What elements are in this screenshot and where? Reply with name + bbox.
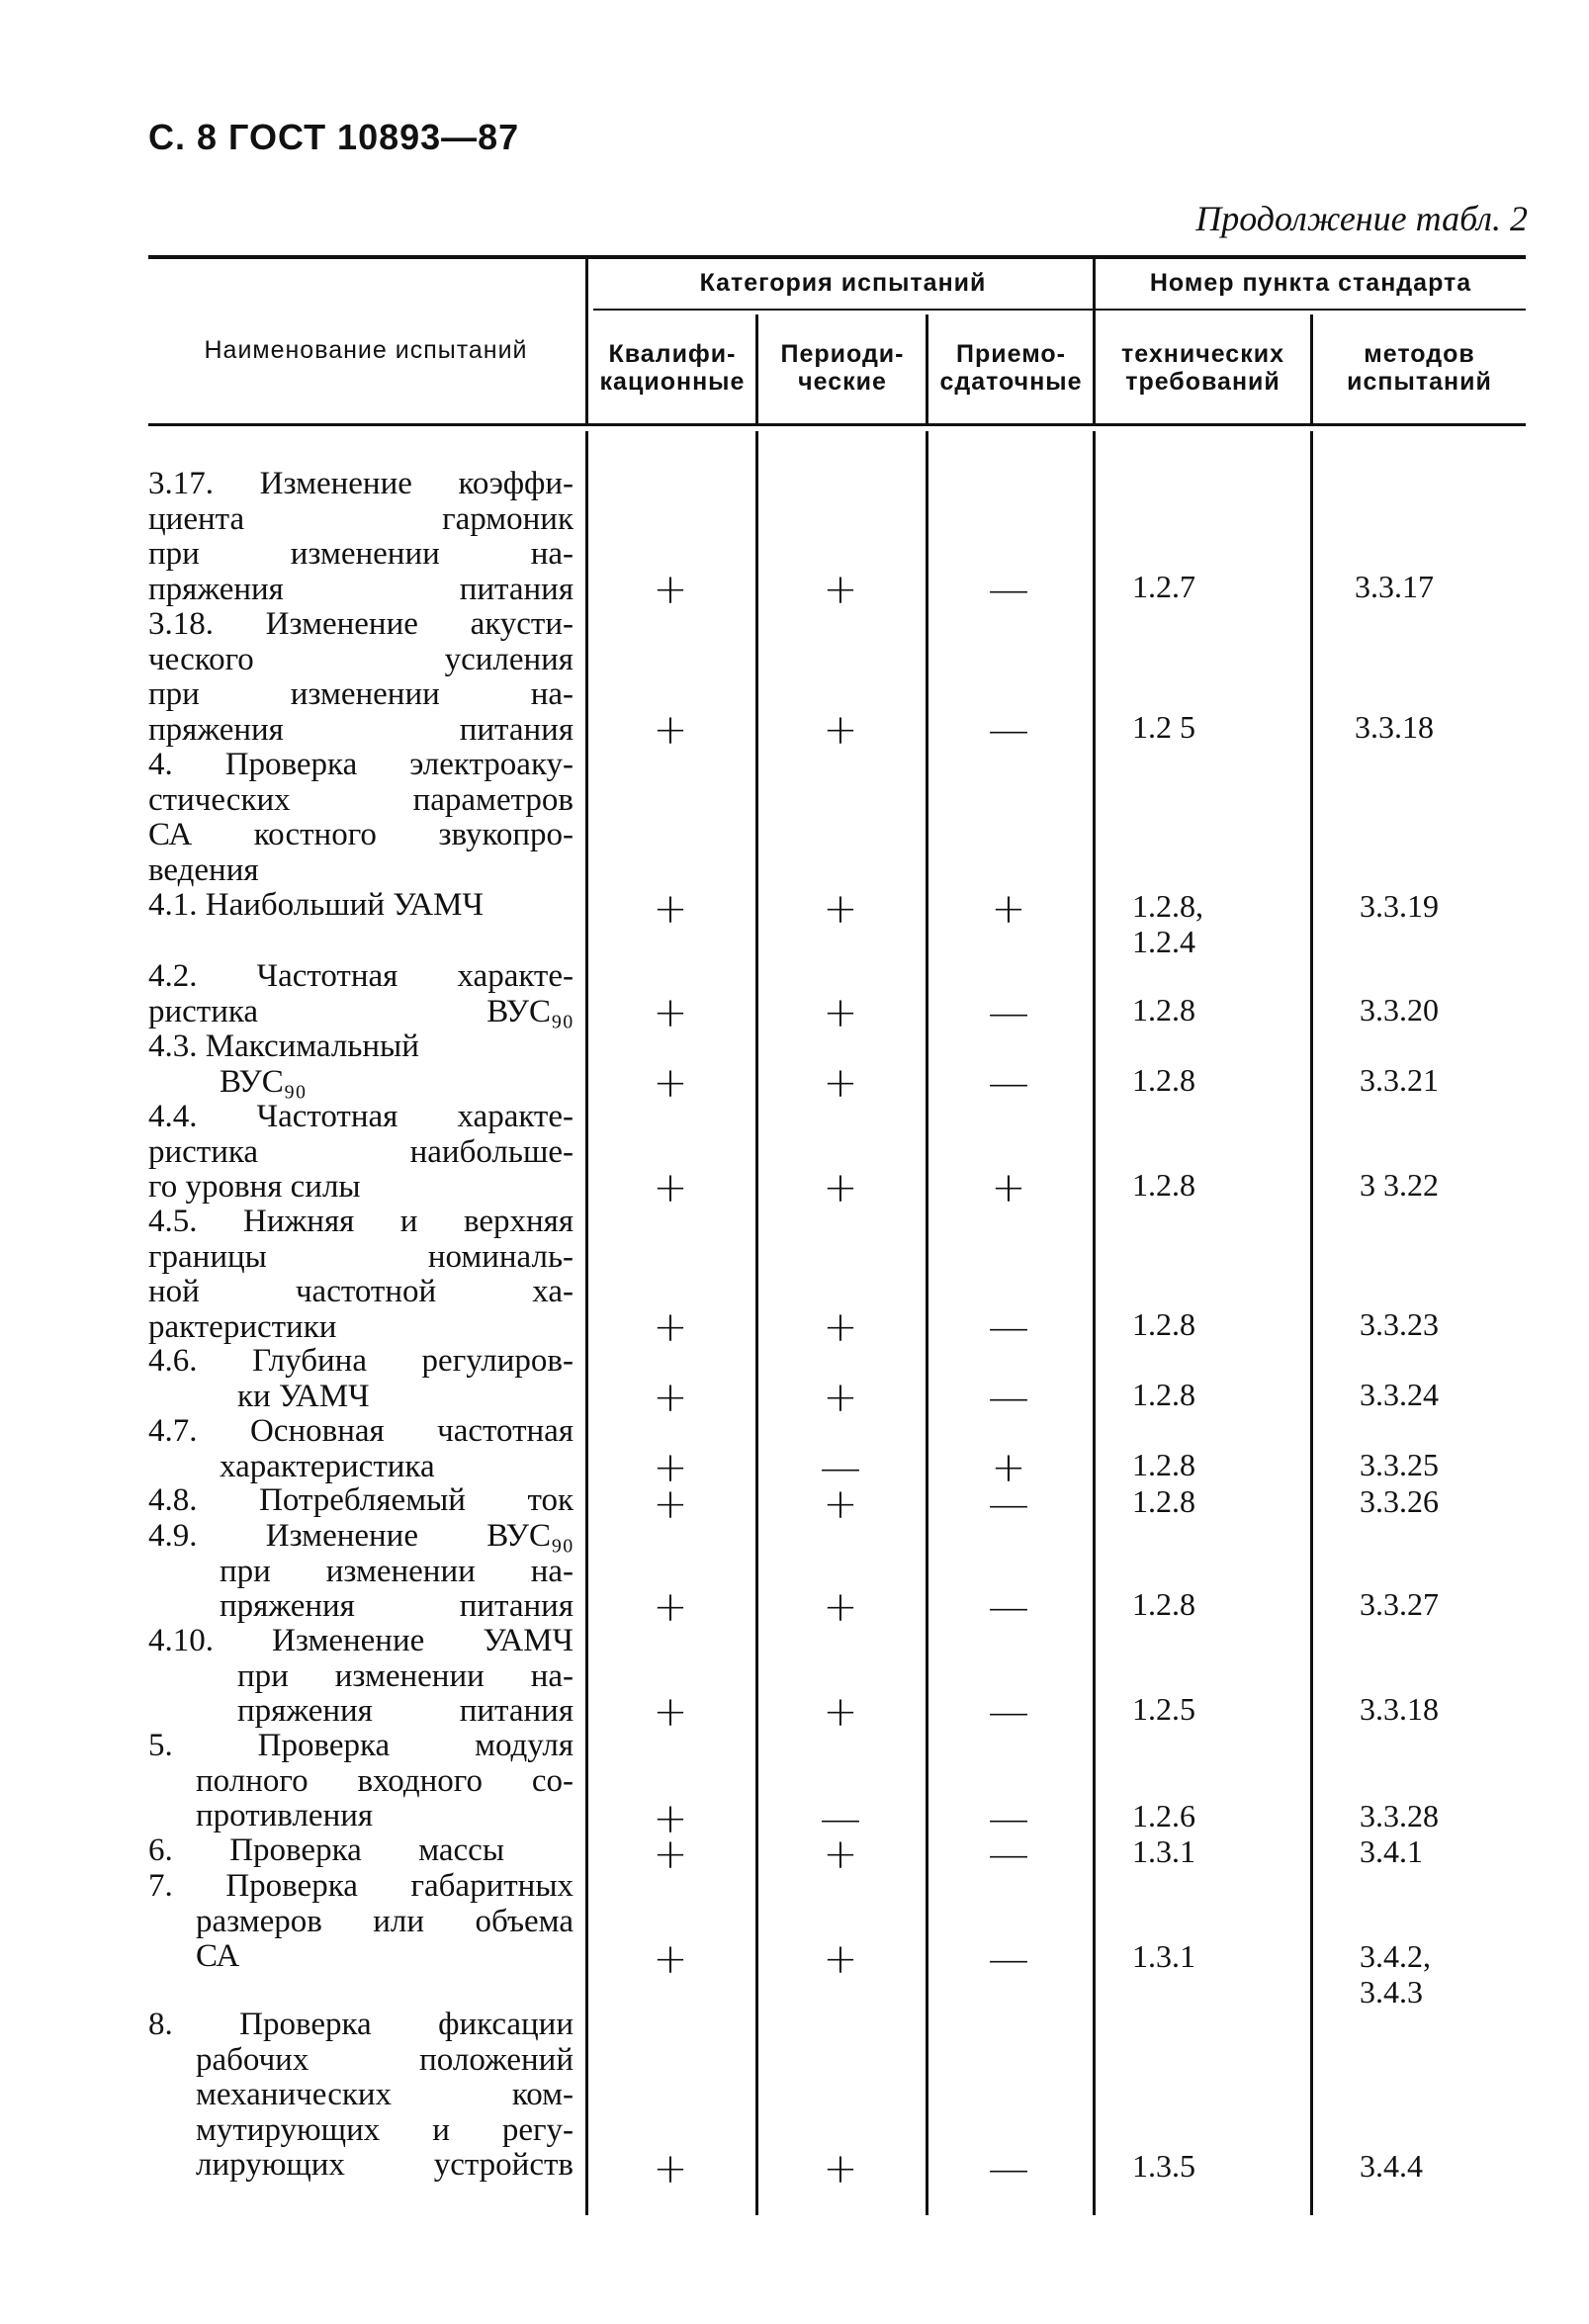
column-divider bbox=[585, 259, 588, 423]
test-name-cell: 3.18. Изменение акусти- ческого усиления при изменении на- пряжения питания bbox=[148, 606, 574, 748]
periodic-mark: + bbox=[823, 1373, 858, 1421]
group-header-category: Категория испытаний bbox=[699, 269, 987, 297]
test-name-cell: 4.3. Максимальный ВУС₉₀ bbox=[148, 1028, 419, 1100]
periodic-mark: — bbox=[820, 1443, 861, 1491]
tech-requirement-clause: 1.3.5 bbox=[1132, 2148, 1195, 2184]
column-divider bbox=[755, 314, 758, 423]
header-group-rule-clause bbox=[1096, 309, 1526, 311]
periodic-mark: + bbox=[823, 1058, 858, 1107]
acceptance-mark: + bbox=[991, 884, 1026, 933]
periodic-mark: + bbox=[823, 1302, 858, 1351]
periodic-mark: + bbox=[823, 884, 858, 933]
test-method-clause: 3.3.25 bbox=[1360, 1447, 1439, 1482]
test-method-clause: 3.3.18 bbox=[1360, 1691, 1439, 1727]
periodic-mark: + bbox=[823, 1687, 858, 1736]
test-method-clause: 3.3.26 bbox=[1360, 1483, 1439, 1519]
qualification-mark: + bbox=[653, 705, 688, 754]
table-continuation-label: Продолжение табл. 2 bbox=[1195, 199, 1528, 238]
qualification-mark: + bbox=[653, 1687, 688, 1736]
tech-requirement-clause: 1.2.5 bbox=[1132, 1691, 1195, 1727]
acceptance-mark: — bbox=[988, 988, 1029, 1036]
qualification-mark: + bbox=[653, 1479, 688, 1528]
column-divider bbox=[755, 431, 758, 2215]
test-method-clause: 3.4.4 bbox=[1360, 2148, 1423, 2184]
periodic-mark: — bbox=[820, 1794, 861, 1842]
column-divider bbox=[1310, 431, 1313, 2215]
periodic-mark: + bbox=[823, 565, 858, 613]
test-name-cell: 4.2. Частотная характе- ристика ВУС₉₀ bbox=[148, 958, 574, 1029]
test-name-cell: 7. Проверка габаритных размеров или объема СА bbox=[148, 1868, 574, 1974]
qualification-mark: + bbox=[653, 884, 688, 933]
periodic-mark: + bbox=[823, 1479, 858, 1528]
col-header-test-methods: методов испытаний bbox=[1347, 340, 1492, 396]
test-name-cell: 4.5. Нижняя и верхняя границы номиналь- ной частотной ха- рактеристики bbox=[148, 1204, 574, 1345]
tech-requirement-clause: 1.2.8, 1.2.4 bbox=[1132, 888, 1203, 959]
qualification-mark: + bbox=[653, 1794, 688, 1842]
test-method-clause: 3.3.19 bbox=[1360, 888, 1439, 924]
qualification-mark: + bbox=[653, 1373, 688, 1421]
qualification-mark: + bbox=[653, 988, 688, 1036]
test-method-clause: 3.4.1 bbox=[1360, 1833, 1423, 1869]
test-name-cell: 4. Проверка электроаку- стических параметров СА костного звукопро- ведения bbox=[148, 747, 574, 888]
acceptance-mark: — bbox=[988, 2144, 1029, 2192]
test-method-clause: 3.4.2, 3.4.3 bbox=[1360, 1938, 1431, 2010]
col-header-acceptance: Приемо- сдаточные bbox=[939, 340, 1083, 396]
test-name-cell: 3.17. Изменение коэффи- циента гармоник при изменении на- пряжения питания bbox=[148, 466, 574, 607]
tech-requirement-clause: 1.2.8 bbox=[1132, 1377, 1195, 1412]
tech-requirement-clause: 1.3.1 bbox=[1132, 1833, 1195, 1869]
qualification-mark: + bbox=[653, 1302, 688, 1351]
test-name-cell: 5. Проверка модуля полного входного со- противления bbox=[148, 1728, 574, 1833]
tech-requirement-clause: 1.2.8 bbox=[1132, 1586, 1195, 1622]
tech-requirement-clause: 1.2.8 bbox=[1132, 1167, 1195, 1203]
test-method-clause: 3.3.20 bbox=[1360, 992, 1439, 1028]
qualification-mark: + bbox=[653, 1443, 688, 1491]
test-name-cell: 4.7. Основная частотная характеристика bbox=[148, 1413, 574, 1484]
qualification-mark: + bbox=[653, 2144, 688, 2192]
col-header-periodic: Периоди- ческие bbox=[780, 340, 905, 396]
header-bottom-rule bbox=[148, 423, 1526, 426]
qualification-mark: + bbox=[653, 1163, 688, 1211]
test-name-cell: 4.6. Глубина регулиров- ки УАМЧ bbox=[148, 1343, 574, 1414]
column-divider bbox=[1093, 431, 1096, 2215]
test-method-clause: 3.3.18 bbox=[1355, 709, 1434, 745]
acceptance-mark: — bbox=[988, 705, 1029, 754]
test-method-clause: 3.3.17 bbox=[1355, 569, 1434, 604]
acceptance-mark: — bbox=[988, 1582, 1029, 1631]
periodic-mark: + bbox=[823, 1582, 858, 1631]
col-header-tech-requirements: технических требований bbox=[1121, 340, 1284, 396]
tech-requirement-clause: 1.2.8 bbox=[1132, 1447, 1195, 1482]
qualification-mark: + bbox=[653, 1830, 688, 1878]
test-name-cell: 4.4. Частотная характе- ристика наибольше- го уровня силы bbox=[148, 1099, 574, 1205]
tech-requirement-clause: 1.2.8 bbox=[1132, 1306, 1195, 1342]
acceptance-mark: + bbox=[991, 1443, 1026, 1491]
acceptance-mark: — bbox=[988, 1373, 1029, 1421]
test-name-cell: 8. Проверка фиксации рабочих положений механических ком- мутирующих и регу- лирующих устройств bbox=[148, 2007, 574, 2183]
acceptance-mark: — bbox=[988, 1302, 1029, 1351]
periodic-mark: + bbox=[823, 988, 858, 1036]
test-method-clause: 3.3.27 bbox=[1360, 1586, 1439, 1622]
periodic-mark: + bbox=[823, 705, 858, 754]
group-header-clause: Номер пункта стандарта bbox=[1149, 269, 1472, 297]
qualification-mark: + bbox=[653, 1934, 688, 1983]
test-method-clause: 3.3.23 bbox=[1360, 1306, 1439, 1342]
col-header-qualification: Квалифи- кационные bbox=[599, 340, 746, 396]
column-divider bbox=[585, 431, 588, 2215]
table-top-rule bbox=[148, 255, 1526, 259]
tech-requirement-clause: 1.2.7 bbox=[1132, 569, 1195, 604]
test-name-cell: 6. Проверка массы bbox=[148, 1832, 504, 1868]
header-group-rule-category bbox=[593, 309, 1093, 311]
periodic-mark: + bbox=[823, 1163, 858, 1211]
test-method-clause: 3.3.21 bbox=[1360, 1062, 1439, 1098]
qualification-mark: + bbox=[653, 565, 688, 613]
tech-requirement-clause: 1.2 5 bbox=[1132, 709, 1195, 745]
tech-requirement-clause: 1.2.8 bbox=[1132, 992, 1195, 1028]
acceptance-mark: — bbox=[988, 1830, 1029, 1878]
acceptance-mark: — bbox=[988, 1934, 1029, 1983]
acceptance-mark: — bbox=[988, 1687, 1029, 1736]
test-method-clause: 3.3.24 bbox=[1360, 1377, 1439, 1412]
acceptance-mark: + bbox=[991, 1163, 1026, 1211]
col-header-name: Наименование испытаний bbox=[204, 336, 528, 364]
tech-requirement-clause: 1.2.8 bbox=[1132, 1483, 1195, 1519]
column-divider bbox=[926, 431, 928, 2215]
periodic-mark: + bbox=[823, 2144, 858, 2192]
test-name-cell: 4.1. Наибольший УАМЧ bbox=[148, 887, 484, 923]
acceptance-mark: — bbox=[988, 1794, 1029, 1842]
tech-requirement-clause: 1.3.1 bbox=[1132, 1938, 1195, 1974]
tech-requirement-clause: 1.2.8 bbox=[1132, 1062, 1195, 1098]
acceptance-mark: — bbox=[988, 565, 1029, 613]
periodic-mark: + bbox=[823, 1830, 858, 1878]
column-divider bbox=[926, 314, 928, 423]
page-header: С. 8 ГОСТ 10893—87 bbox=[148, 117, 520, 157]
test-method-clause: 3 3.22 bbox=[1360, 1167, 1439, 1203]
tech-requirement-clause: 1.2.6 bbox=[1132, 1798, 1195, 1833]
periodic-mark: + bbox=[823, 1934, 858, 1983]
qualification-mark: + bbox=[653, 1582, 688, 1631]
test-method-clause: 3.3.28 bbox=[1360, 1798, 1439, 1833]
test-name-cell: 4.10. Изменение УАМЧ при изменении на- пряжения питания bbox=[148, 1623, 574, 1729]
test-name-cell: 4.8. Потребляемый ток bbox=[148, 1482, 574, 1518]
qualification-mark: + bbox=[653, 1058, 688, 1107]
test-name-cell: 4.9. Изменение ВУС₉₀ при изменении на- пряжения питания bbox=[148, 1518, 574, 1624]
acceptance-mark: — bbox=[988, 1058, 1029, 1107]
acceptance-mark: — bbox=[988, 1479, 1029, 1528]
